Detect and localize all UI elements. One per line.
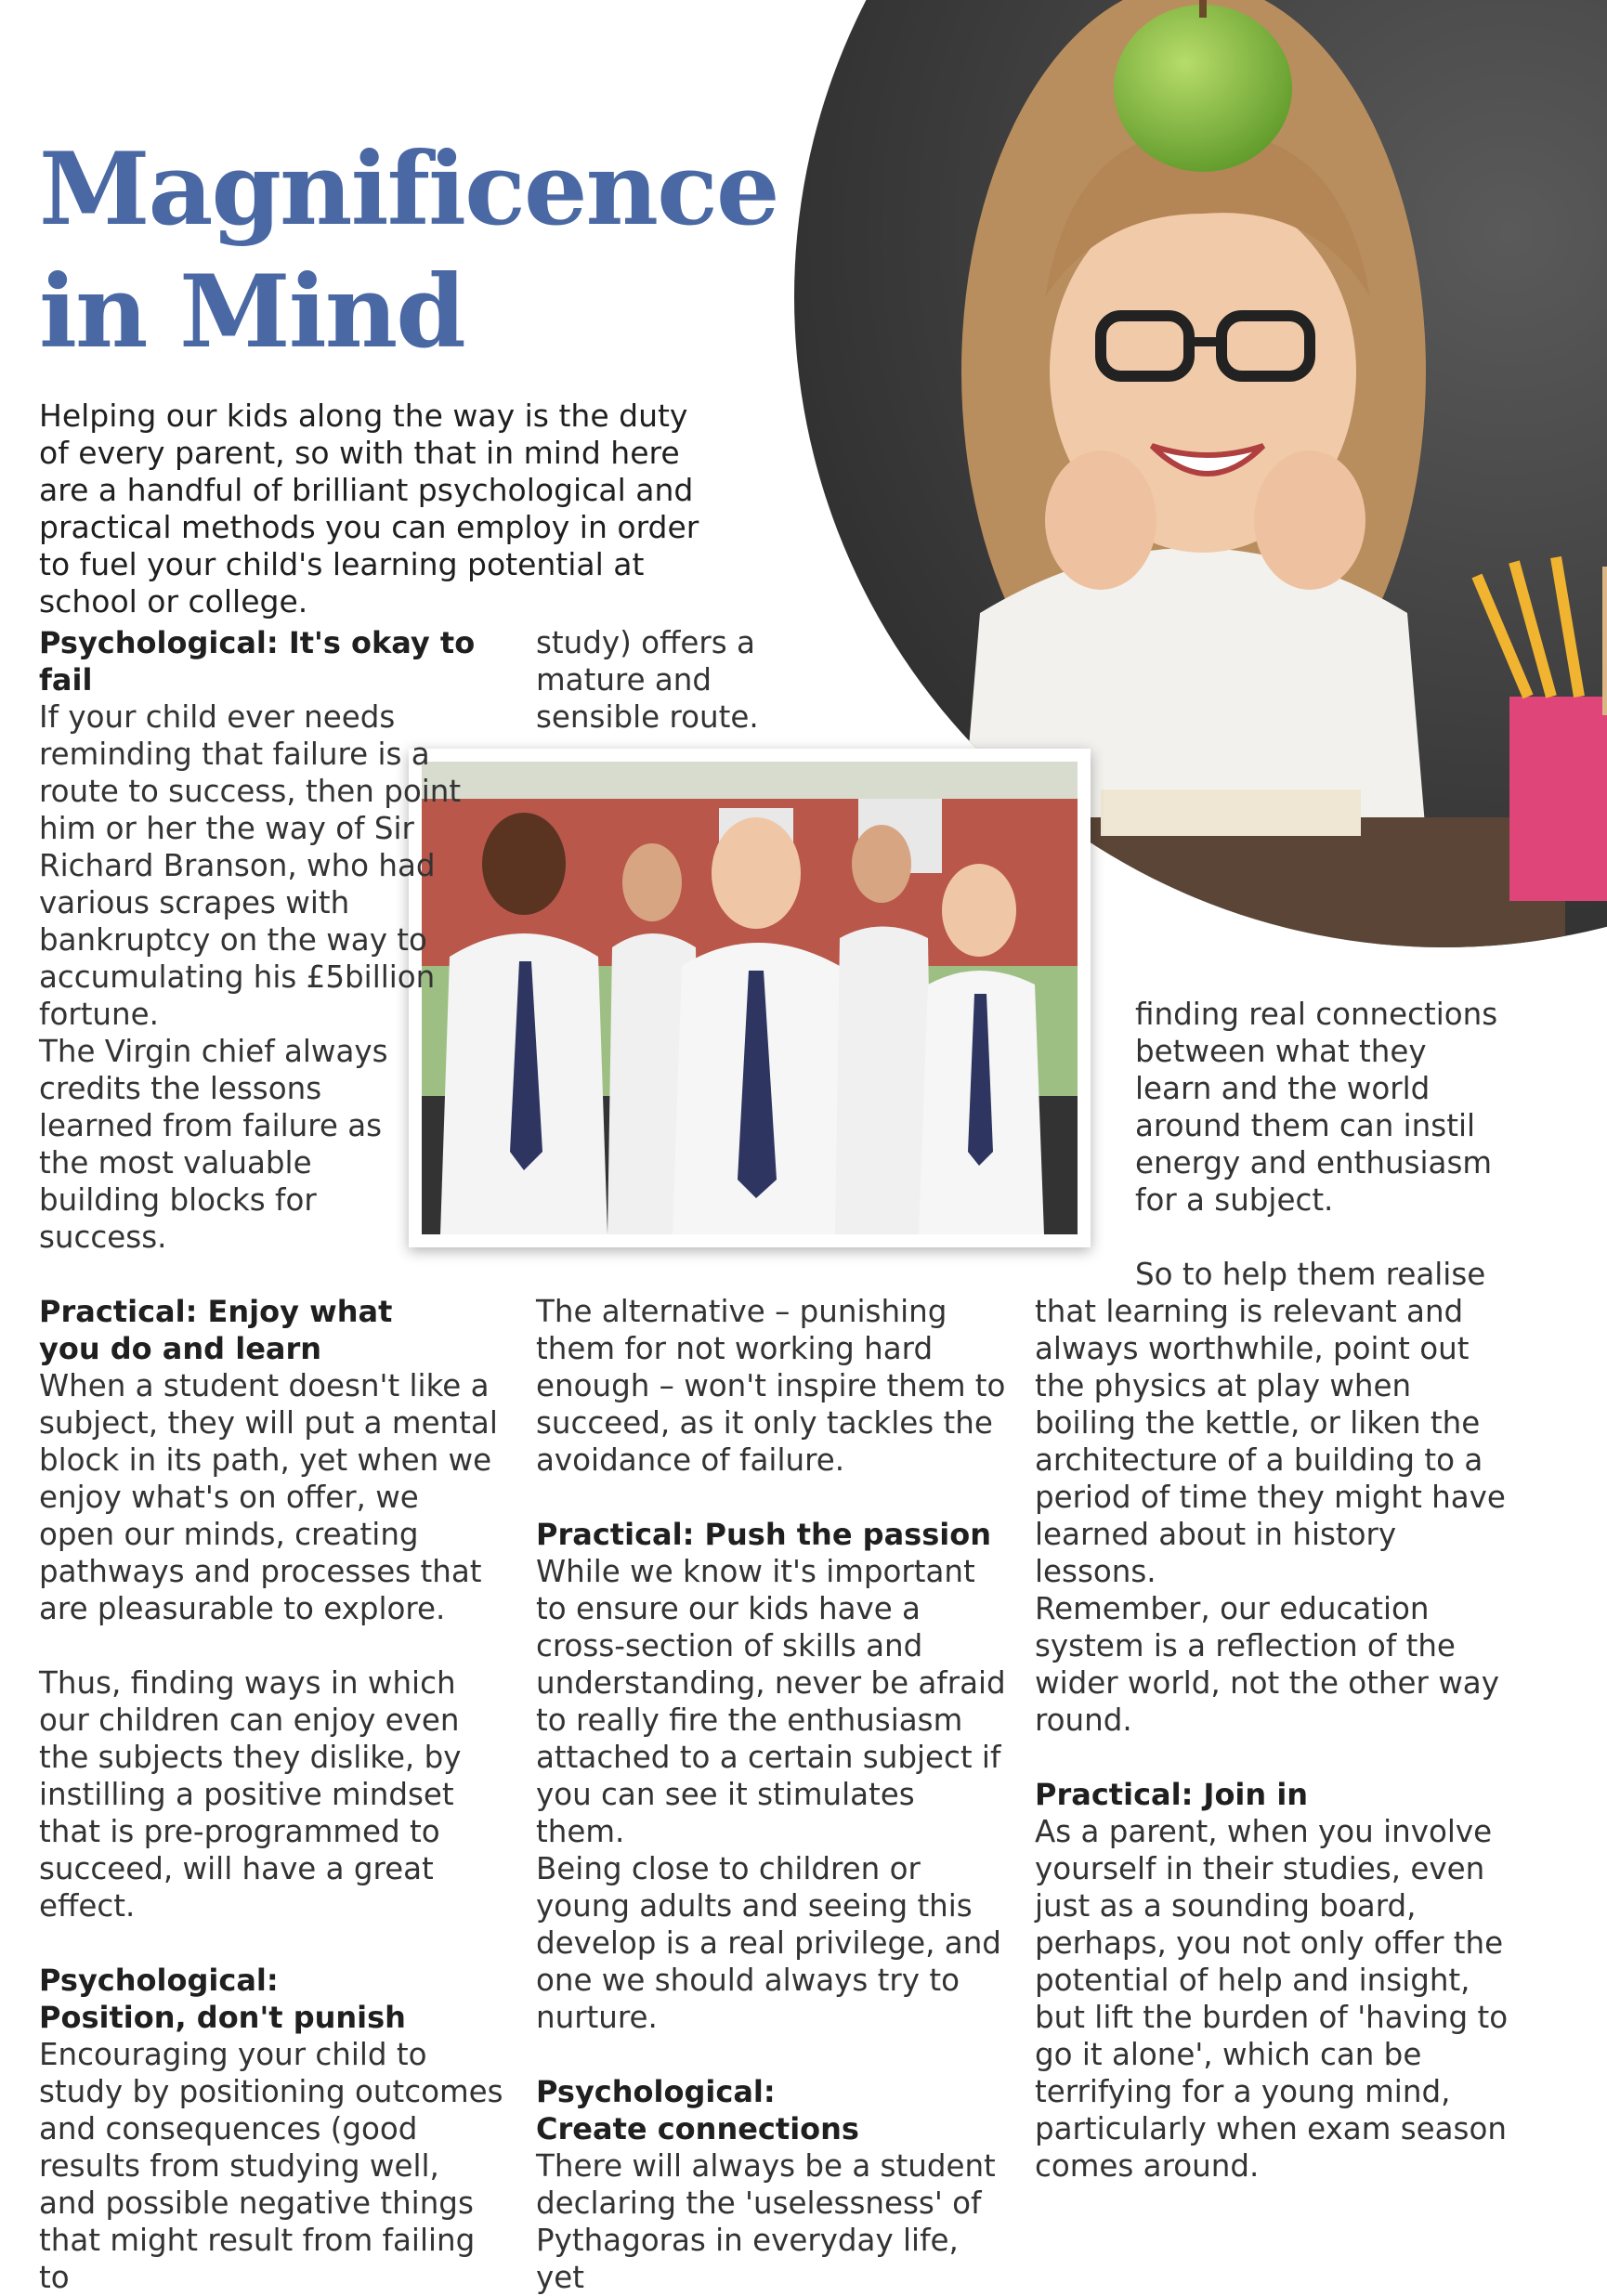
column-3-bottom <box>1035 1256 1509 2185</box>
para-study-offers: study) offers a mature and sensible route. <box>536 625 759 735</box>
para-fail-1: If your child ever needs reminding that failure is a route to success, then point him or her the way of Sir Richard Branson, who had various scrapes with bankruptcy on the way to accumulating his £5billion fortune. <box>39 699 462 1032</box>
heading-okay-to-fail: Psychological: It's okay to fail <box>39 625 476 698</box>
column-1-bottom <box>39 1293 503 2296</box>
students-photo <box>422 762 1078 1234</box>
heading-position-line-2: Position, don't punish <box>39 2000 406 2035</box>
article-title <box>39 128 778 373</box>
para-fail-2: The Virgin chief always credits the lessons learned from failure as the most valuable building blocks for success. <box>39 1034 388 1255</box>
para-enjoy-1: When a student doesn't like a subject, they will put a mental block in its path, yet when we enjoy what's on offer, we open our minds, creating pathways and processes that are pleasurable to explore. <box>39 1368 498 1626</box>
para-remember: Remember, our education system is a reflection of the wider world, not the other way round. <box>1035 1591 1499 1738</box>
column-1-top <box>39 624 499 1033</box>
column-2-bottom <box>536 1293 1010 2296</box>
heading-connect-line-2: Create connections <box>536 2111 859 2146</box>
title-line-1: Magnificence <box>39 131 778 248</box>
heading-join-in: Practical: Join in <box>1035 1777 1309 1812</box>
students-photo-frame <box>409 749 1091 1247</box>
para-position: Encouraging your child to study by positioning outcomes and consequences (good results from studying well, and possible negative things that might result from failing to <box>39 2037 503 2295</box>
para-passion-1: While we know it's important to ensure our kids have a cross-section of skills and understanding, never be afraid to really fire the enthusiasm attached to a certain subject if you can see it stimulates them. <box>536 1554 1006 1849</box>
para-enjoy-2: Thus, finding ways in which our children can enjoy even the subjects they dislike, by instilling a positive mindset that is pre-programmed to succeed, will have a great effect. <box>39 1665 462 1924</box>
heading-position-line-1: Psychological: <box>39 1963 279 1998</box>
para-alternative: The alternative – punishing them for not working hard enough – won't inspire them to succeed, as it only tackles the avoidance of failure. <box>536 1294 1006 1478</box>
heading-enjoy-line-1: Practical: Enjoy what <box>39 1294 393 1329</box>
para-finding-connections: finding real connections between what they learn and the world around them can instil energy and enthusiasm for a subject. <box>1135 997 1498 1218</box>
heading-push-passion: Practical: Push the passion <box>536 1517 991 1552</box>
intro-paragraph: Helping our kids along the way is the duty of every parent, so with that in mind here are a handful of brilliant psychological and practical methods you can employ in order to fuel your child's learning potential at school or college. <box>39 398 699 620</box>
para-connect: There will always be a student declaring the 'uselessness' of Pythagoras in everyday life, yet <box>536 2148 996 2295</box>
students-illustration <box>422 762 1078 1234</box>
para-passion-2: Being close to children or young adults and seeing this develop is a real privilege, and one we should always try to nurture. <box>536 1851 1001 2035</box>
title-line-2: in Mind <box>39 254 464 371</box>
para-realise: So to help them realise that learning is relevant and always worthwhile, point out the physics at play when boiling the kettle, or liken the architecture of a building to a period of time they might have learned about in history lessons. <box>1035 1257 1506 1589</box>
heading-connect-line-1: Psychological: <box>536 2074 776 2109</box>
para-join: As a parent, when you involve yourself in their studies, even just as a sounding board, perhaps, you not only offer the potential of help and insight, but lift the burden of 'having to go it alone', which can be terrifying for a young mind, particularly when exam season comes around. <box>1035 1814 1509 2184</box>
heading-enjoy-line-2: you do and learn <box>39 1331 322 1366</box>
